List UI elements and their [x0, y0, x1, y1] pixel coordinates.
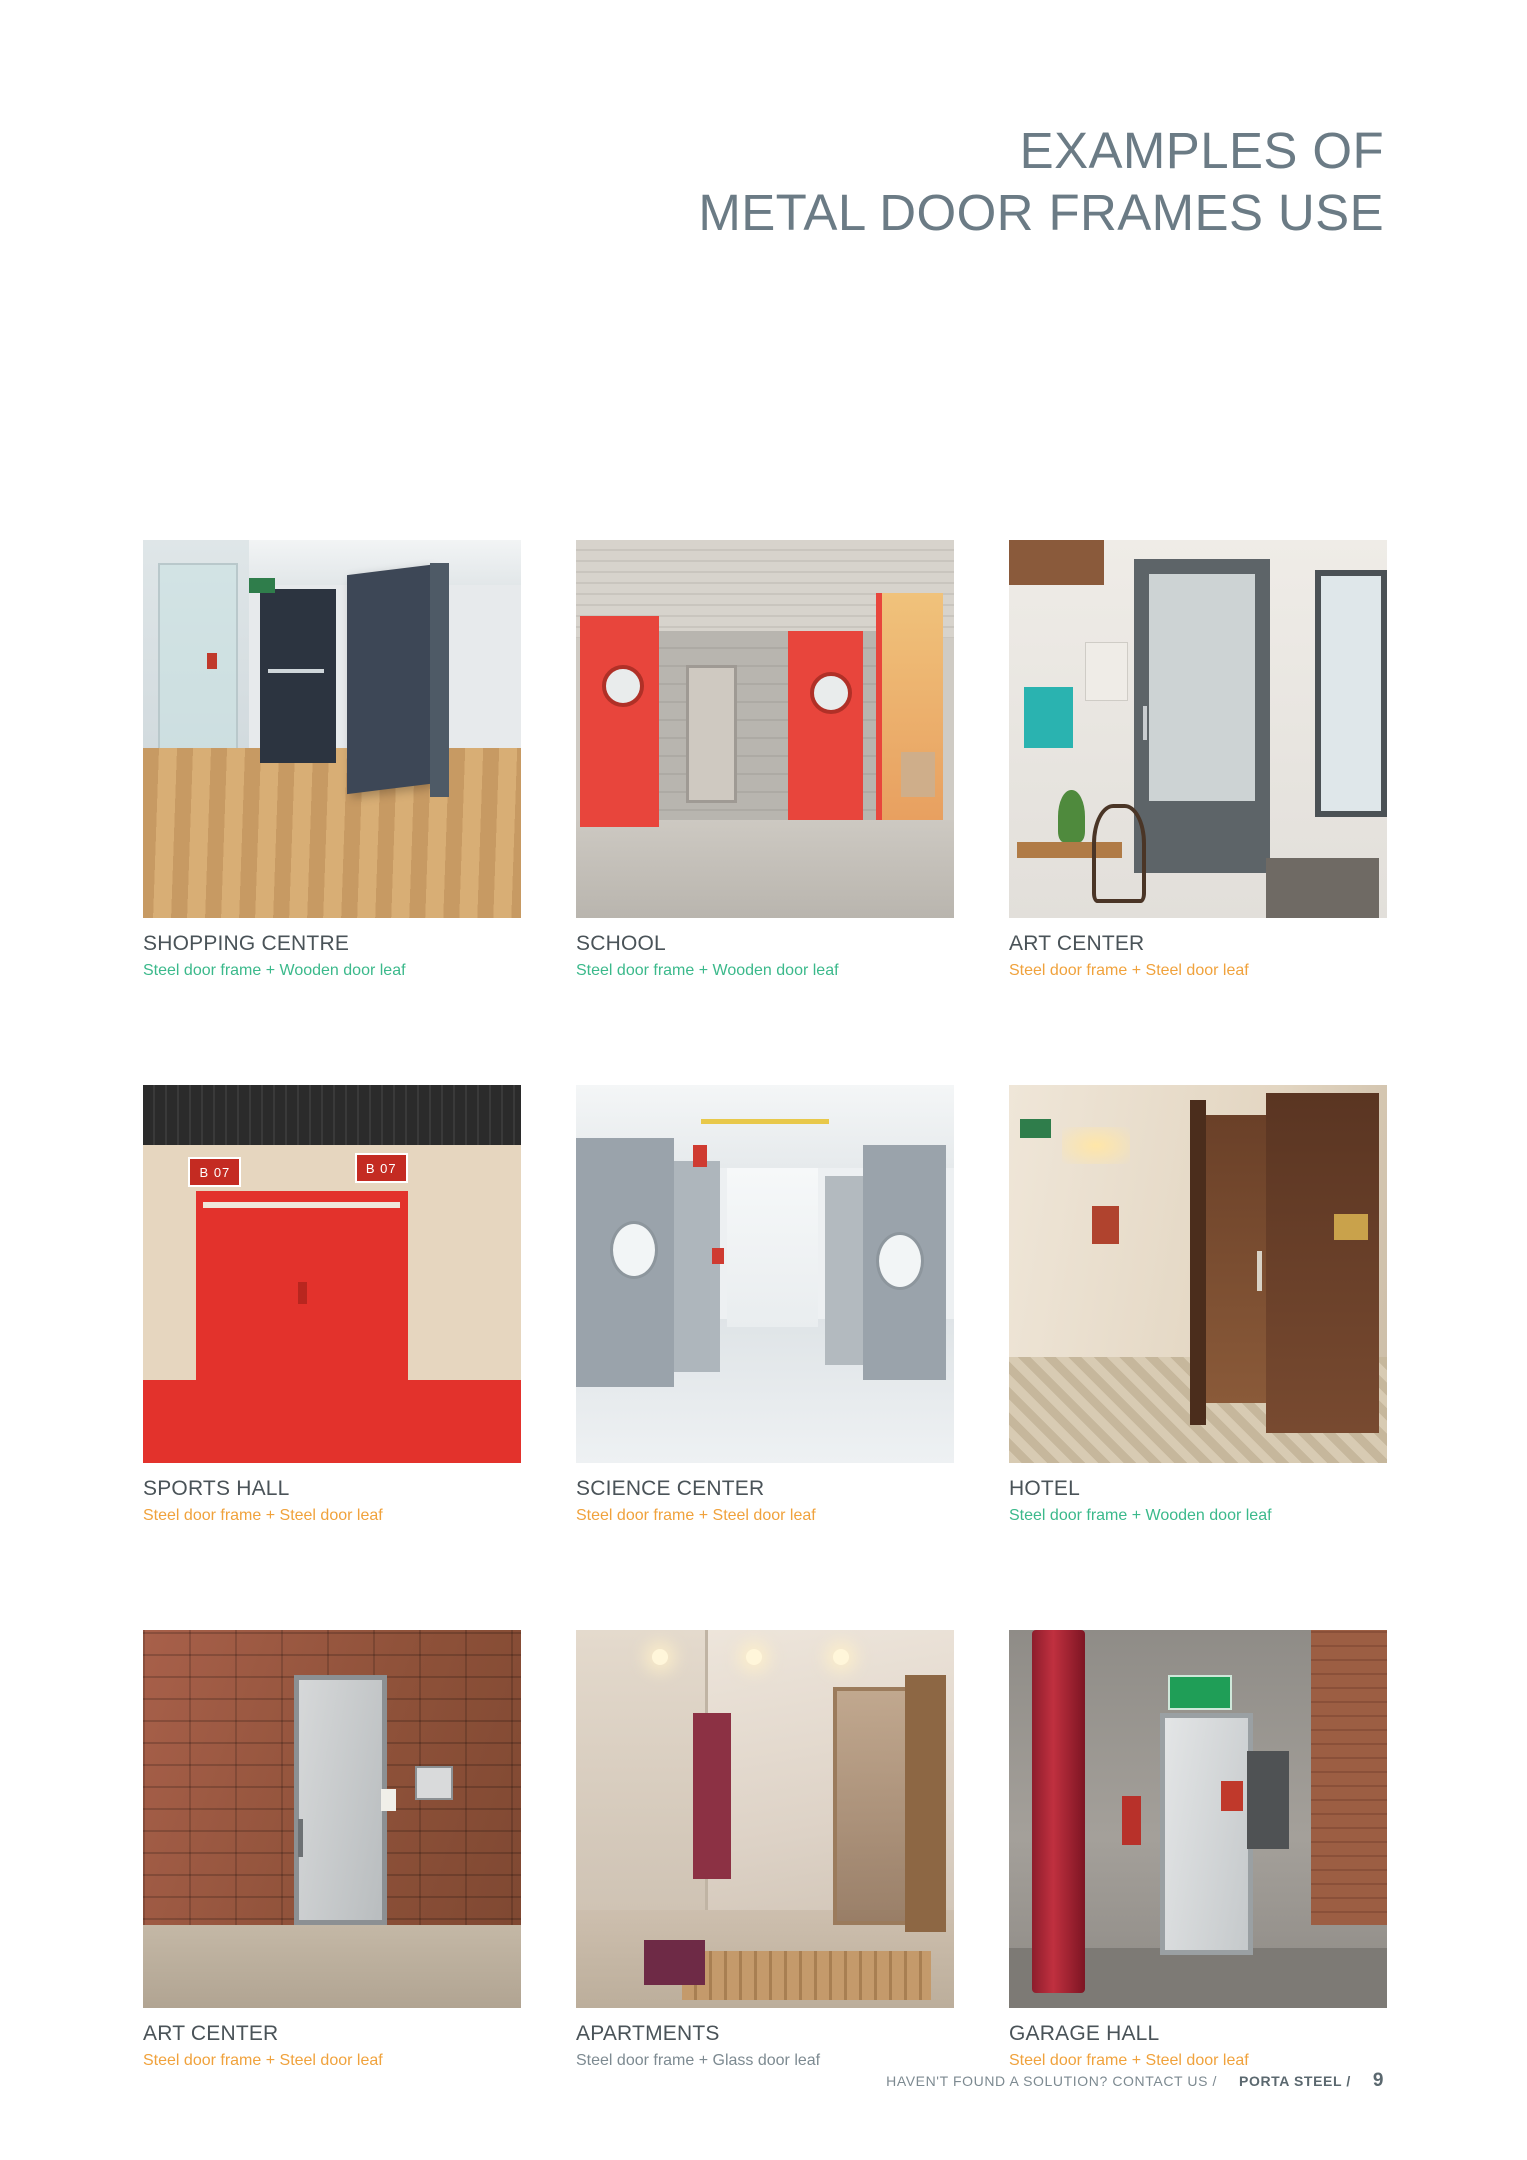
- grey-door-left-2-shape: [674, 1161, 719, 1373]
- example-card: [1009, 1630, 1387, 2073]
- apartments-photo: [576, 1630, 954, 2008]
- example-caption: [1009, 931, 1387, 983]
- ceiling-light-shape: [833, 1649, 849, 1665]
- example-subtitle: Steel door frame + Steel door leaf: [576, 1507, 816, 1524]
- exit-sign-shape: [1168, 1675, 1232, 1709]
- example-subtitle: Steel door frame + Wooden door leaf: [1009, 1507, 1272, 1524]
- example-card: [1009, 1085, 1387, 1528]
- arch-shape: [576, 1630, 708, 1910]
- page-title: [698, 120, 1384, 244]
- example-caption: [143, 2021, 521, 2073]
- example-title: SCHOOL: [576, 932, 666, 955]
- example-title: SHOPPING CENTRE: [143, 932, 350, 955]
- example-card: [576, 540, 954, 983]
- floor-shape: [576, 820, 954, 918]
- example-subtitle: Steel door frame + Steel door leaf: [143, 2052, 383, 2069]
- grey-door-shape: [686, 665, 737, 803]
- page-number: 9: [1372, 2070, 1384, 2091]
- door-frame-shape: [430, 563, 449, 797]
- fire-panel-shape: [207, 653, 217, 669]
- example-card: [1009, 540, 1387, 983]
- ceiling-shape: [143, 1085, 521, 1145]
- sports-hall-photo: [143, 1085, 521, 1463]
- steel-door-shape: [294, 1675, 387, 1924]
- fire-sign-shape: [1221, 1781, 1244, 1811]
- porthole-window-shape: [610, 1221, 658, 1279]
- example-card: [576, 1630, 954, 2073]
- example-title: ART CENTER: [143, 2022, 279, 2045]
- brick-wall-shape: [1311, 1630, 1387, 1925]
- teal-artwork-shape: [1024, 687, 1073, 747]
- paper-note-shape: [381, 1789, 396, 1812]
- exit-sign-shape: [249, 578, 275, 593]
- example-caption: [576, 2021, 954, 2073]
- example-subtitle: Steel door frame + Wooden door leaf: [143, 962, 406, 979]
- school-photo: [576, 540, 954, 918]
- wooden-door-shape: [905, 1675, 947, 1932]
- fire-extinguisher-shape: [1122, 1796, 1141, 1845]
- red-door-right-shape: [788, 631, 864, 820]
- push-bar-shape: [203, 1202, 400, 1208]
- wall-picture-shape: [1092, 1206, 1118, 1244]
- example-subtitle: Steel door frame + Glass door leaf: [576, 2052, 821, 2069]
- fire-extinguisher-shape: [693, 1145, 707, 1167]
- room-sign-right: B 07: [355, 1153, 408, 1183]
- ceiling-light-shape: [746, 1649, 762, 1665]
- example-title: SPORTS HALL: [143, 1477, 290, 1500]
- room-sign-left: B 07: [188, 1157, 241, 1187]
- garage-hall-photo: [1009, 1630, 1387, 2008]
- porthole-window-shape: [602, 665, 644, 707]
- example-caption: [1009, 2021, 1387, 2073]
- page-title-line-1: EXAMPLES OF: [1019, 122, 1384, 179]
- ceiling-beam-shape: [1009, 540, 1104, 585]
- steel-door-shape: [1160, 1713, 1253, 1955]
- plant-shape: [1058, 790, 1084, 843]
- red-floor-shape: [143, 1380, 521, 1463]
- dark-door-shape: [260, 589, 336, 763]
- fire-panel-shape: [712, 1248, 724, 1264]
- door-handle-shape: [1257, 1251, 1262, 1291]
- exit-sign-shape: [1020, 1119, 1050, 1138]
- porthole-window-shape: [876, 1232, 924, 1290]
- room-number-plate-shape: [1334, 1214, 1368, 1240]
- open-door-shape: [347, 565, 430, 794]
- glass-partition-shape: [158, 563, 238, 779]
- poster-shape: [1085, 642, 1129, 701]
- examples-grid: [143, 540, 1386, 2073]
- glass-door-shape: [833, 1687, 909, 1925]
- example-caption: [1009, 1476, 1387, 1528]
- door-handle-shape: [1143, 706, 1147, 740]
- electrical-panel-shape: [1247, 1751, 1289, 1849]
- grey-door-right-2-shape: [825, 1176, 863, 1365]
- window-shape: [1315, 570, 1387, 816]
- example-card: [143, 540, 521, 983]
- wall-vent-shape: [415, 1766, 453, 1800]
- corridor-shape: [727, 1168, 818, 1327]
- example-title: APARTMENTS: [576, 2022, 720, 2045]
- example-caption: [576, 1476, 954, 1528]
- hotel-photo: [1009, 1085, 1387, 1463]
- red-column-shape: [1032, 1630, 1085, 1993]
- floor-shape: [143, 1925, 521, 2008]
- shopping-centre-photo: [143, 540, 521, 918]
- page-title-line-2: METAL DOOR FRAMES USE: [698, 184, 1384, 241]
- example-title: HOTEL: [1009, 1477, 1081, 1500]
- example-subtitle: Steel door frame + Steel door leaf: [1009, 962, 1249, 979]
- example-card: [143, 1630, 521, 2073]
- footer-contact-text: HAVEN'T FOUND A SOLUTION? CONTACT US /: [886, 2073, 1218, 2089]
- science-center-photo: [576, 1085, 954, 1463]
- wall-lamp-glow-shape: [1062, 1127, 1130, 1165]
- door-handle-shape: [298, 1282, 307, 1304]
- example-caption: [143, 1476, 521, 1528]
- door-glass-shape: [1149, 574, 1255, 801]
- footer-brand: PORTA STEEL /: [1239, 2073, 1351, 2089]
- example-card: [143, 1085, 521, 1528]
- example-title: GARAGE HALL: [1009, 2022, 1160, 2045]
- example-subtitle: Steel door frame + Steel door leaf: [143, 1507, 383, 1524]
- page-footer: [886, 2070, 1384, 2092]
- art-center-brick-photo: [143, 1630, 521, 2008]
- wood-floor-shape: [143, 748, 521, 918]
- ceiling-pipe-shape: [701, 1119, 830, 1124]
- example-caption: [143, 931, 521, 983]
- towel-shape: [644, 1940, 704, 1985]
- chair-shape: [1092, 804, 1145, 903]
- example-card: [576, 1085, 954, 1528]
- ceiling-light-shape: [652, 1649, 668, 1665]
- example-title: SCIENCE CENTER: [576, 1477, 765, 1500]
- example-subtitle: Steel door frame + Steel door leaf: [1009, 2052, 1249, 2069]
- wooden-door-near-shape: [1266, 1093, 1379, 1433]
- art-center-photo: [1009, 540, 1387, 918]
- example-subtitle: Steel door frame + Wooden door leaf: [576, 962, 839, 979]
- example-title: ART CENTER: [1009, 932, 1145, 955]
- example-caption: [576, 931, 954, 983]
- sofa-shape: [1266, 858, 1379, 918]
- push-bar-shape: [268, 669, 325, 673]
- red-alcove-shape: [693, 1713, 731, 1879]
- door-handle-shape: [298, 1819, 303, 1857]
- wooden-bench-shape: [682, 1951, 932, 2000]
- chair-shape: [901, 752, 935, 797]
- red-door-left-shape: [580, 616, 659, 828]
- door-frame-shape: [1190, 1100, 1205, 1425]
